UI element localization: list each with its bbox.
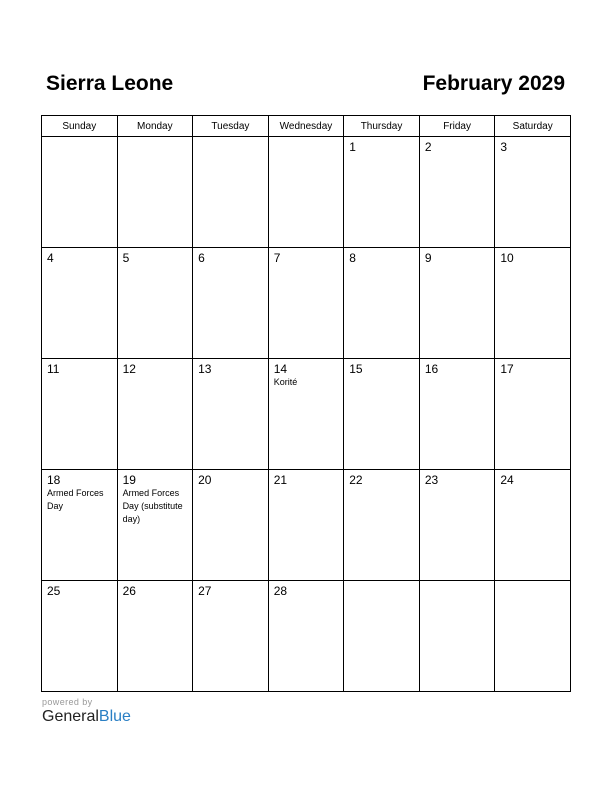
day-number: 23 bbox=[424, 473, 439, 487]
weekday-header-row bbox=[42, 116, 571, 137]
weekday-header: Saturday bbox=[495, 116, 571, 137]
day-number: 9 bbox=[424, 251, 432, 265]
day-cell bbox=[268, 359, 344, 470]
holiday-label: Armed Forces Day bbox=[47, 488, 104, 511]
holiday-label: Korité bbox=[273, 377, 298, 387]
brand-general-text: General bbox=[42, 708, 99, 725]
week-row bbox=[42, 248, 571, 359]
day-number: 22 bbox=[349, 473, 363, 487]
day-cell bbox=[42, 470, 118, 581]
day-number: 17 bbox=[500, 362, 514, 376]
day-cell bbox=[495, 137, 571, 248]
day-number: 7 bbox=[273, 251, 281, 265]
day-number: 18 bbox=[47, 473, 61, 487]
day-number: 28 bbox=[273, 584, 288, 598]
day-cell bbox=[344, 581, 420, 692]
day-number: 21 bbox=[273, 473, 288, 487]
day-number: 15 bbox=[349, 362, 363, 376]
day-cell bbox=[117, 581, 193, 692]
powered-by-text: powered by bbox=[42, 697, 93, 707]
day-cell bbox=[117, 137, 193, 248]
day-number: 16 bbox=[424, 362, 439, 376]
day-number: 26 bbox=[122, 584, 136, 598]
day-number: 25 bbox=[47, 584, 61, 598]
day-cell bbox=[419, 359, 495, 470]
day-cell bbox=[268, 470, 344, 581]
day-cell bbox=[495, 581, 571, 692]
day-number: 27 bbox=[198, 584, 212, 598]
week-row bbox=[42, 137, 571, 248]
day-cell bbox=[268, 137, 344, 248]
day-number: 6 bbox=[198, 251, 205, 265]
day-cell bbox=[419, 137, 495, 248]
day-number: 11 bbox=[47, 362, 60, 376]
calendar-month-title: February 2029 bbox=[422, 72, 565, 95]
day-number: 8 bbox=[349, 251, 356, 265]
day-cell bbox=[419, 581, 495, 692]
holiday-label: Armed Forces Day (substitute day) bbox=[122, 488, 183, 524]
day-cell bbox=[193, 470, 269, 581]
calendar-country-title: Sierra Leone bbox=[46, 72, 174, 95]
day-number: 19 bbox=[122, 473, 136, 487]
calendar-grid bbox=[41, 115, 571, 692]
week-row bbox=[42, 359, 571, 470]
day-cell bbox=[42, 581, 118, 692]
day-cell bbox=[344, 359, 420, 470]
day-number: 13 bbox=[198, 362, 212, 376]
day-cell bbox=[495, 359, 571, 470]
generalblue-logo[interactable] bbox=[42, 708, 131, 726]
day-number: 1 bbox=[349, 140, 356, 154]
day-cell bbox=[117, 248, 193, 359]
day-cell bbox=[495, 470, 571, 581]
weekday-header: Thursday bbox=[344, 116, 420, 137]
day-number: 5 bbox=[122, 251, 130, 265]
day-cell bbox=[344, 248, 420, 359]
footer bbox=[42, 697, 131, 726]
day-number: 3 bbox=[500, 140, 508, 154]
weekday-header: Wednesday bbox=[268, 116, 344, 137]
day-number: 10 bbox=[500, 251, 514, 265]
week-row bbox=[42, 470, 571, 581]
day-cell bbox=[268, 581, 344, 692]
day-number: 12 bbox=[122, 362, 136, 376]
day-cell bbox=[117, 359, 193, 470]
day-number: 14 bbox=[273, 362, 288, 376]
day-cell bbox=[344, 137, 420, 248]
day-cell bbox=[344, 470, 420, 581]
day-number: 2 bbox=[424, 140, 432, 154]
week-row bbox=[42, 581, 571, 692]
day-cell bbox=[42, 359, 118, 470]
day-cell bbox=[193, 248, 269, 359]
day-cell bbox=[193, 359, 269, 470]
weekday-header: Sunday bbox=[42, 116, 118, 137]
weekday-header: Monday bbox=[117, 116, 193, 137]
day-cell bbox=[268, 248, 344, 359]
day-number: 20 bbox=[198, 473, 212, 487]
day-cell bbox=[117, 470, 193, 581]
day-number: 24 bbox=[500, 473, 514, 487]
day-cell bbox=[495, 248, 571, 359]
day-number: 4 bbox=[47, 251, 54, 265]
day-cell bbox=[193, 137, 269, 248]
day-cell bbox=[42, 248, 118, 359]
weekday-header: Friday bbox=[419, 116, 495, 137]
day-cell bbox=[193, 581, 269, 692]
day-cell bbox=[419, 248, 495, 359]
brand-blue-text: Blue bbox=[98, 708, 131, 725]
weekday-header: Tuesday bbox=[193, 116, 269, 137]
day-cell bbox=[42, 137, 118, 248]
day-cell bbox=[419, 470, 495, 581]
